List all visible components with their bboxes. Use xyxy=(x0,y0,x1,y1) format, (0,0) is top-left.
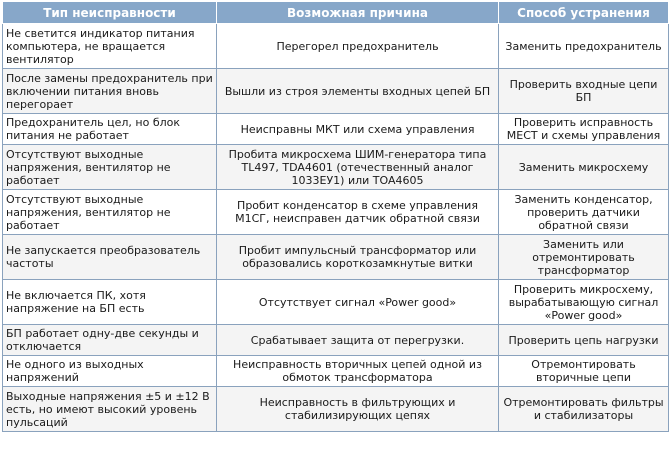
table-row xyxy=(3,24,669,69)
cell-cause: Пробит конденсатор в схеме управления М1СГ, неисправен датчик обратной связи xyxy=(217,190,499,235)
cell-cause: Пробит импульсный трансформатор или образовались короткозамкнутые витки xyxy=(217,235,499,280)
cell-remedy: Заменить микросхему xyxy=(499,145,669,190)
cell-cause: Пробита микросхема ШИМ-генератора типа TL497, TDA4601 (отечественный аналог 1033ЕУ1) или TOA4605 xyxy=(217,145,499,190)
header-remedy: Способ устранения xyxy=(499,2,669,24)
table-row xyxy=(3,190,669,235)
table-row xyxy=(3,145,669,190)
cell-fault-type: Предохранитель цел, но блок питания не работает xyxy=(3,114,217,145)
table-row xyxy=(3,280,669,325)
cell-fault-type: Не светится индикатор питания компьютера, не вращается вентилятор xyxy=(3,24,217,69)
cell-cause: Вышли из строя элементы входных цепей БП xyxy=(217,69,499,114)
cell-fault-type: Не запускается преобразователь частоты xyxy=(3,235,217,280)
header-row xyxy=(3,2,669,24)
cell-cause: Перегорел предохранитель xyxy=(217,24,499,69)
table-row xyxy=(3,387,669,432)
cell-cause: Неисправность вторичных цепей одной из обмоток трансформатора xyxy=(217,356,499,387)
header-fault-type: Тип неисправности xyxy=(3,2,217,24)
cell-remedy: Заменить или отремонтировать трансформатор xyxy=(499,235,669,280)
cell-fault-type: Отсутствуют выходные напряжения, вентилятор не работает xyxy=(3,145,217,190)
cell-cause: Отсутствует сигнал «Power good» xyxy=(217,280,499,325)
header-possible-cause: Возможная причина xyxy=(217,2,499,24)
cell-remedy: Отремонтировать фильтры и стабилизаторы xyxy=(499,387,669,432)
table-row xyxy=(3,325,669,356)
cell-remedy: Проверить исправность МЕСТ и схемы управления xyxy=(499,114,669,145)
cell-fault-type: После замены предохранитель при включении питания вновь перегорает xyxy=(3,69,217,114)
cell-remedy: Заменить конденсатор, проверить датчики обратной связи xyxy=(499,190,669,235)
table-row xyxy=(3,235,669,280)
cell-cause: Срабатывает защита от перегрузки. xyxy=(217,325,499,356)
cell-cause: Неисправность в фильтрующих и стабилизирующих цепях xyxy=(217,387,499,432)
cell-fault-type: Не одного из выходных напряжений xyxy=(3,356,217,387)
table-row xyxy=(3,356,669,387)
cell-remedy: Отремонтировать вторичные цепи xyxy=(499,356,669,387)
table-row xyxy=(3,69,669,114)
cell-remedy: Заменить предохранитель xyxy=(499,24,669,69)
cell-fault-type: Отсутствуют выходные напряжения, вентилятор не работает xyxy=(3,190,217,235)
cell-remedy: Проверить цепь нагрузки xyxy=(499,325,669,356)
table-row xyxy=(3,114,669,145)
cell-fault-type: Не включается ПК, хотя напряжение на БП есть xyxy=(3,280,217,325)
cell-remedy: Проверить микросхему, вырабатывающую сигнал «Power good» xyxy=(499,280,669,325)
cell-cause: Неисправны МКТ или схема управления xyxy=(217,114,499,145)
cell-fault-type: Выходные напряжения ±5 и ±12 В есть, но имеют высокий уровень пульсаций xyxy=(3,387,217,432)
cell-fault-type: БП работает одну-две секунды и отключается xyxy=(3,325,217,356)
troubleshooting-table xyxy=(2,1,669,432)
cell-remedy: Проверить входные цепи БП xyxy=(499,69,669,114)
